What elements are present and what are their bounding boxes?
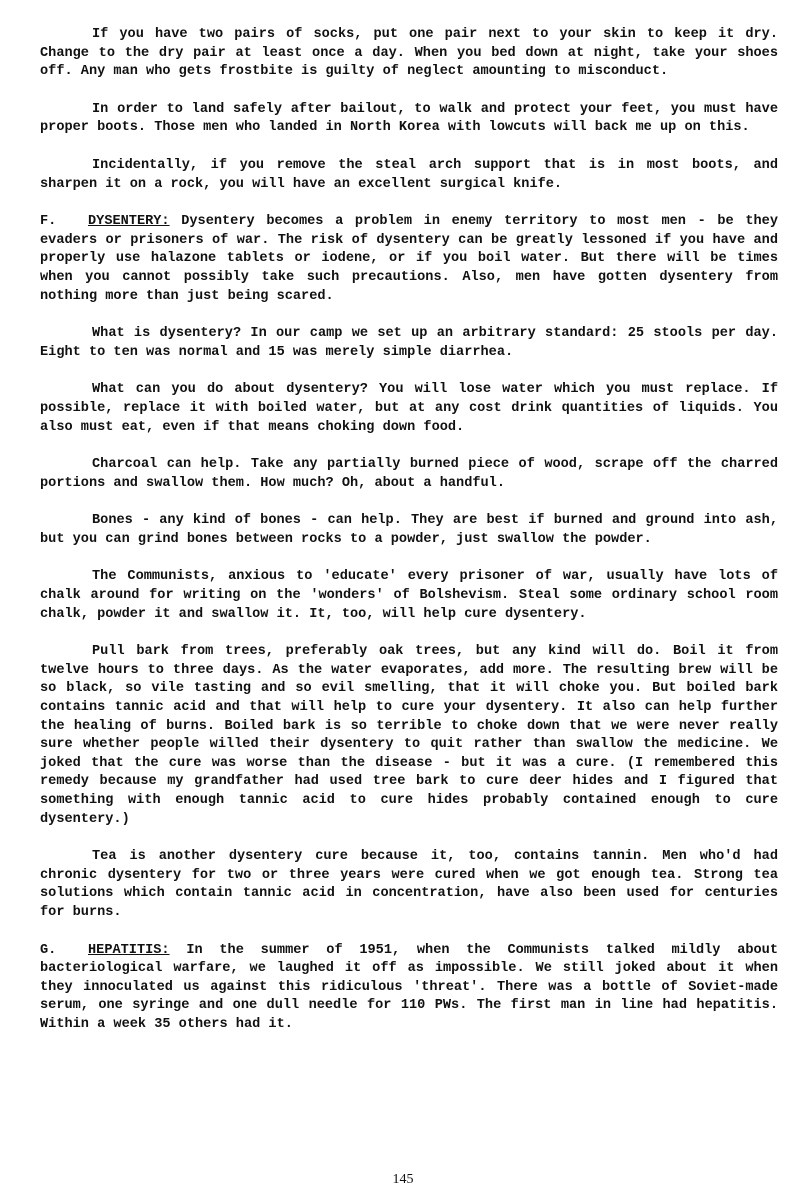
section-letter: F. [40, 214, 57, 230]
paragraph-what-is: What is dysentery? In our camp we set up an arbitrary standard: 25 stools per day. Eight to ten was normal and 15 was merely simple diarrhea. [40, 326, 778, 360]
paragraph-what-can: What can you do about dysentery? You will lose water which you must replace. If possible, replace it with boiled water, but at any cost drink quantities of liquids. You also must eat, even if that means choking down food. [40, 382, 778, 435]
section-body-hepatitis: In the summer of 1951, when the Communists talked mildly about bacteriological warfare, we laughed it off as impossible. We still joked about it when they innoculated us against this ridiculous 'threat'. There was a bottle of Soviet-made serum, one syringe and one dull needle for 110 PWs. The first man in line had hepatitis. Within a week 35 others had it. [40, 942, 778, 1032]
section-dysentery [40, 213, 778, 306]
paragraph-socks: If you have two pairs of socks, put one pair next to your skin to keep it dry. Change to the dry pair at least once a day. When you bed down at night, take your shoes off. Any man who gets frostbite is guilty of neglect amounting to misconduct. [40, 27, 778, 80]
section-hepatitis [40, 942, 778, 1035]
paragraph-tea: Tea is another dysentery cure because it, too, contains tannin. Men who'd had chronic dysentery for two or three years were cured when we got enough tea. Strong tea solutions which contain tannic acid in concentration, have also been used for centuries for burns. [40, 849, 778, 920]
section-heading-dysentery: DYSENTERY: [88, 214, 170, 230]
paragraph-bark: Pull bark from trees, preferably oak trees, but any kind will do. Boil it from twelve hours to three days. As the water evaporates, add more. The resulting brew will be so black, so vile tasting and so evil smelling, that it will choke you. But boiled bark contains tannic acid and that will help to cure your dysentery. It also can help further the healing of burns. Boiled bark is so terrible to choke down that we were never really sure whether people willed their dysentery to quit rather than swallow the medicine. We joked that the cure was worse than the disease - but it was a cure. (I remembered this remedy because my grandfather had used tree bark to cure deer hides and I figured that something with enough tannic acid to cure hides probably contained enough to cure dysentery.) [40, 644, 778, 827]
body-text [40, 26, 778, 1054]
paragraph-chalk: The Communists, anxious to 'educate' every prisoner of war, usually have lots of chalk around for writing on the 'wonders' of Bolshevism. Steal some ordinary school room chalk, powder it and swallow it. It, too, will help cure dysentery. [40, 569, 778, 622]
section-heading-hepatitis: HEPATITIS: [88, 942, 170, 958]
paragraph-knife: Incidentally, if you remove the steal arch support that is in most boots, and sharpen it on a rock, you will have an excellent surgical knife. [40, 157, 778, 192]
paragraph-boots: In order to land safely after bailout, to walk and protect your feet, you must have proper boots. Those men who landed in North Korea with lowcuts will back me up on this. [40, 101, 778, 136]
page-number: 145 [392, 1172, 414, 1187]
paragraph-bones: Bones - any kind of bones - can help. They are best if burned and ground into ash, but you can grind bones between rocks to a powder, just swallow the powder. [40, 513, 778, 547]
section-body-dysentery: Dysentery becomes a problem in enemy territory to most men - be they evaders or prisoners of war. The risk of dysentery can be greatly lessoned if you have and properly use halazone tablets or iodene, or if you boil water. But there will be times when you cannot possibly take such precautions. Also, men have gotten dysentery from nothing more than just being scared. [40, 214, 778, 304]
section-letter: G. [40, 942, 57, 958]
paragraph-charcoal: Charcoal can help. Take any partially burned piece of wood, scrape off the charred portions and swallow them. How much? Oh, about a handful. [40, 457, 778, 491]
